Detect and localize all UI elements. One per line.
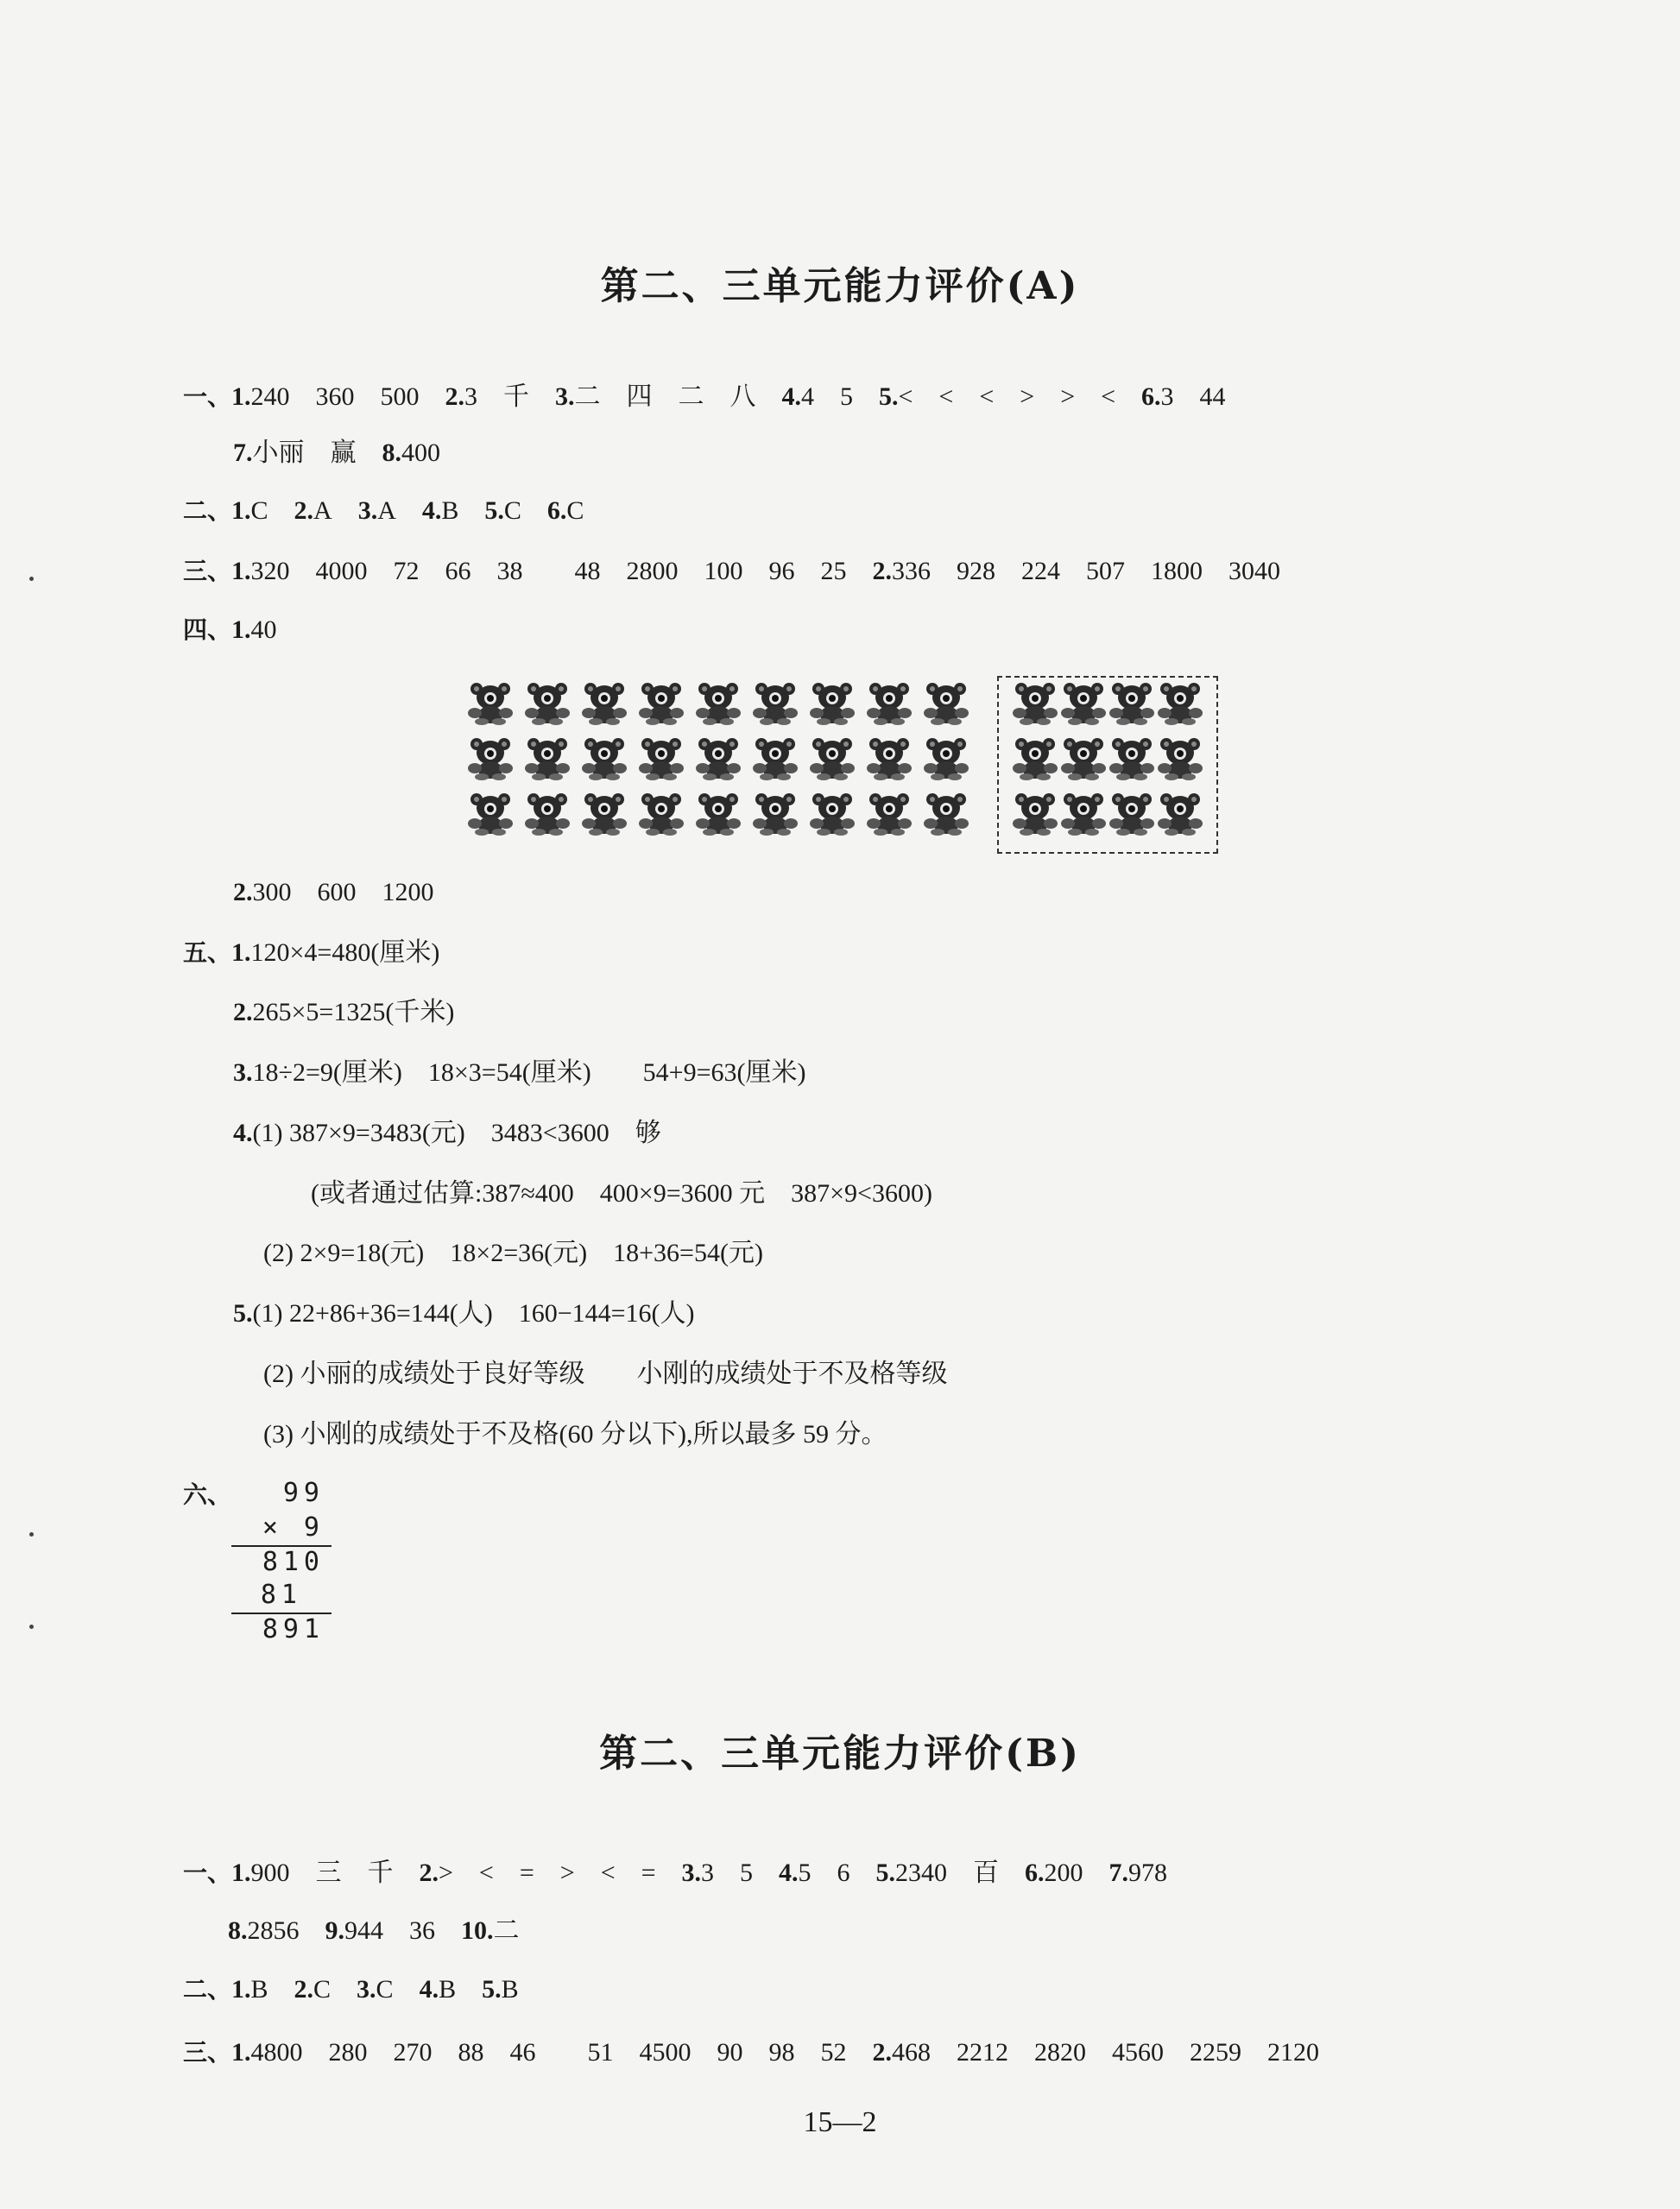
a-line-2 xyxy=(233,436,440,470)
answer-item-number: 2. xyxy=(419,1859,439,1887)
answer-item-text: A xyxy=(313,496,332,525)
answer-item xyxy=(555,380,756,414)
answer-item xyxy=(484,494,521,528)
answer-item-number: 6. xyxy=(1025,1859,1045,1887)
answer-item-text: 40 xyxy=(250,615,277,644)
teddy-bear-icon xyxy=(466,791,515,836)
answer-item xyxy=(879,380,1115,414)
a-line-6-items xyxy=(233,878,434,906)
vertical-row-4: 81 xyxy=(260,1580,302,1610)
teddy-bear-icon xyxy=(865,735,913,780)
teddy-bear-icon xyxy=(1011,791,1059,836)
vertical-row-2: × 9 xyxy=(262,1512,325,1543)
answer-item-number: 1. xyxy=(231,1975,251,2004)
a-line-13: 5.(1) 22+86+36=144(人) 160−144=16(人) xyxy=(233,1299,695,1328)
answer-item-text: B xyxy=(439,1975,457,2004)
answer-item-number: 1. xyxy=(231,1859,251,1887)
answer-item-number: 1. xyxy=(231,496,251,525)
teddy-bear-icon xyxy=(751,680,799,725)
teddy-bear-icon xyxy=(1156,791,1204,836)
b-line-3-items xyxy=(231,1975,519,2004)
answer-item-number: 2. xyxy=(872,2038,893,2067)
a-line-5-items xyxy=(231,615,277,644)
a-line-3: 二、1.C 2.A 3.A 4.B 5.C 6.C xyxy=(183,494,584,528)
teddy-bear-icon xyxy=(637,791,685,836)
vertical-row-1: 99 xyxy=(282,1478,325,1508)
answer-item xyxy=(1141,380,1226,414)
answer-item-text: 320 4000 72 66 38 48 2800 100 96 25 xyxy=(250,557,847,585)
answer-item xyxy=(325,1914,436,1948)
b-line-2-items xyxy=(228,1916,520,1945)
a-line-6 xyxy=(233,875,434,910)
answer-item-text: 900 三 千 xyxy=(250,1859,394,1887)
margin-dot xyxy=(29,577,34,581)
answer-item-number: 9. xyxy=(325,1916,344,1945)
answer-item xyxy=(482,1972,519,2007)
teddy-bear-icon xyxy=(1059,791,1108,836)
teddy-bear-icon xyxy=(1156,735,1204,780)
answer-item xyxy=(231,1856,394,1890)
teddy-bear-icon xyxy=(1108,791,1156,836)
answer-item-text: 978 xyxy=(1128,1859,1168,1887)
teddy-bear-icon xyxy=(637,735,685,780)
teddy-bear-icon xyxy=(751,735,799,780)
answer-item-number: 7. xyxy=(233,439,253,467)
answer-item xyxy=(231,554,847,589)
answer-item-number: 1. xyxy=(231,557,251,585)
b-line-1-items xyxy=(231,1859,1167,1887)
answer-item xyxy=(547,494,584,528)
answer-item-text: > < = > < = xyxy=(439,1859,656,1887)
answer-item xyxy=(682,1856,754,1890)
bear-group-main xyxy=(466,680,976,853)
a-line-4: 三、1.320 4000 72 66 38 48 2800 100 96 25 2.336 928 224 507 1800 3040 xyxy=(183,554,1280,589)
answer-item-number: 4. xyxy=(781,382,802,411)
teddy-bear-icon xyxy=(523,791,572,836)
a-line-3-items xyxy=(231,496,584,525)
answer-item-number: 10. xyxy=(461,1916,494,1945)
answer-item-text: 468 2212 2820 4560 2259 2120 xyxy=(892,2038,1320,2067)
teddy-bear-icon xyxy=(1059,680,1108,725)
answer-item-number: 5. xyxy=(484,496,504,525)
answer-item xyxy=(873,554,1281,589)
answer-item xyxy=(231,1972,268,2007)
answer-item-text: 336 928 224 507 1800 3040 xyxy=(892,557,1281,585)
answer-item-text: B xyxy=(441,496,459,525)
answer-item-text: 300 600 1200 xyxy=(252,878,434,906)
b-line-4: 三、1.4800 280 270 88 46 51 4500 90 98 52 2.468 2212 2820 4560 2259 2120 xyxy=(183,2035,1319,2070)
section-b-title: 第二、三单元能力评价(B) xyxy=(599,1732,1081,1776)
answer-item-text: C xyxy=(376,1975,394,2004)
answer-item-text: 5 6 xyxy=(798,1859,850,1887)
teddy-bear-icon xyxy=(1011,735,1059,780)
teddy-bear-icon xyxy=(637,680,685,725)
answer-item xyxy=(228,1914,300,1948)
a-line-15: (3) 小刚的成绩处于不及格(60 分以下),所以最多 59 分。 xyxy=(263,1420,887,1448)
answer-item-text: 944 36 xyxy=(344,1916,435,1945)
margin-dot xyxy=(29,1625,34,1629)
teddy-bear-icon xyxy=(751,791,799,836)
answer-item xyxy=(1109,1856,1168,1890)
margin-dot xyxy=(29,1532,34,1537)
a-line-8: 2.265×5=1325(千米) xyxy=(233,998,455,1026)
teddy-bear-icon xyxy=(1011,680,1059,725)
teddy-bear-icon xyxy=(466,680,515,725)
answer-item-text: 3 千 xyxy=(464,382,530,411)
answer-item xyxy=(873,2035,1320,2070)
b-line-2 xyxy=(228,1914,520,1948)
a-line-4-items xyxy=(231,557,1280,585)
answer-item-text: 200 xyxy=(1044,1859,1083,1887)
answer-item xyxy=(876,1856,1000,1890)
answer-item-text: 小丽 赢 xyxy=(252,439,357,467)
answer-item-number: 5. xyxy=(879,382,899,411)
answer-item-text: 400 xyxy=(401,439,440,467)
answer-item xyxy=(231,380,420,414)
answer-item-number: 7. xyxy=(1108,1859,1129,1887)
answer-item-text: 3 5 xyxy=(701,1859,754,1887)
teddy-bear-icon xyxy=(580,735,628,780)
answer-item-number: 1. xyxy=(231,615,251,644)
b-line-3: 二、1.B 2.C 3.C 4.B 5.B xyxy=(183,1972,519,2007)
teddy-bear-icon xyxy=(808,735,856,780)
vertical-row-5: 891 xyxy=(262,1614,325,1644)
teddy-bear-icon xyxy=(922,680,970,725)
answer-item xyxy=(420,1972,457,2007)
a-line-9: 3.18÷2=9(厘米) 18×3=54(厘米) 54+9=63(厘米) xyxy=(233,1058,806,1087)
a-line-5: 四、1.40 xyxy=(183,613,277,647)
answer-item-text: B xyxy=(501,1975,519,2004)
answer-item-number: 4. xyxy=(419,1975,439,2004)
teddy-bear-icon xyxy=(922,791,970,836)
teddy-bear-icon xyxy=(808,680,856,725)
answer-item xyxy=(422,494,459,528)
bear-group-box xyxy=(997,676,1218,854)
answer-item-text: 240 360 500 xyxy=(250,382,420,411)
teddy-bear-icon xyxy=(922,735,970,780)
answer-item xyxy=(1025,1856,1083,1890)
answer-item-number: 1. xyxy=(231,2038,251,2067)
answer-item-text: < < < > > < xyxy=(898,382,1116,411)
answer-item-number: 3. xyxy=(555,382,575,411)
a-line-16: 六、 xyxy=(183,1480,232,1509)
answer-item-number: 4. xyxy=(421,496,442,525)
teddy-bear-icon xyxy=(1108,735,1156,780)
answer-item-number: 1. xyxy=(231,382,251,411)
answer-item-number: 2. xyxy=(294,1975,314,2004)
answer-item xyxy=(461,1914,520,1948)
answer-item-number: 2. xyxy=(872,557,893,585)
a-line-12: (2) 2×9=18(元) 18×2=36(元) 18+36=54(元) xyxy=(263,1239,763,1267)
answer-item xyxy=(231,613,277,647)
answer-item-number: 5. xyxy=(482,1975,502,2004)
answer-item-text: 2856 xyxy=(247,1916,300,1945)
answer-item xyxy=(231,494,268,528)
answer-item-number: 3. xyxy=(357,496,378,525)
teddy-bear-icon xyxy=(808,791,856,836)
a-line-1: 一、1.240 360 500 2.3 千 3.二 四 二 八 4.4 5 5.< < < > > < 6.3 44 xyxy=(183,380,1226,414)
answer-item xyxy=(357,1972,394,2007)
answer-item-text: 二 四 二 八 xyxy=(574,382,756,411)
teddy-bear-icon xyxy=(865,680,913,725)
answer-item xyxy=(382,436,441,470)
answer-item-text: 二 xyxy=(493,1916,520,1945)
teddy-bear-icon xyxy=(865,791,913,836)
answer-item-number: 8. xyxy=(228,1916,248,1945)
answer-item-text: B xyxy=(250,1975,268,2004)
teddy-bear-icon xyxy=(694,680,742,725)
answer-item xyxy=(294,1972,332,2007)
a-line-10: 4.(1) 387×9=3483(元) 3483<3600 够 xyxy=(233,1119,661,1147)
answer-item-number: 5. xyxy=(875,1859,896,1887)
answer-item xyxy=(445,380,530,414)
b-line-4-items xyxy=(231,2038,1319,2067)
teddy-bear-icon xyxy=(523,680,572,725)
answer-item xyxy=(233,875,434,910)
answer-item-number: 3. xyxy=(681,1859,702,1887)
teddy-bear-icon xyxy=(1059,735,1108,780)
teddy-bear-icon xyxy=(580,680,628,725)
a-line-2-items xyxy=(233,439,440,467)
teddy-bear-icon xyxy=(694,791,742,836)
answer-item xyxy=(420,1856,656,1890)
teddy-bear-icon xyxy=(466,735,515,780)
teddy-bear-icon xyxy=(580,791,628,836)
answer-item-number: 6. xyxy=(546,496,567,525)
answer-item-number: 2. xyxy=(445,382,465,411)
page-number: 15—2 xyxy=(803,2106,877,2138)
a-line-7: 五、1.120×4=480(厘米) xyxy=(183,938,440,967)
answer-item-text: 2340 百 xyxy=(895,1859,1000,1887)
answer-item xyxy=(231,2035,847,2070)
answer-item xyxy=(358,494,396,528)
a-line-11: (或者通过估算:387≈400 400×9=3600 元 387×9<3600) xyxy=(311,1179,932,1208)
section-a-title: 第二、三单元能力评价(A) xyxy=(600,264,1080,308)
teddy-bear-icon xyxy=(1108,680,1156,725)
answer-item-text: C xyxy=(503,496,521,525)
answer-item xyxy=(233,436,357,470)
answer-item-text: C xyxy=(250,496,268,525)
vertical-row-3: 810 xyxy=(262,1547,325,1577)
a-line-14: (2) 小丽的成绩处于良好等级 小刚的成绩处于不及格等级 xyxy=(263,1360,948,1388)
answer-item-number: 8. xyxy=(382,439,401,467)
answer-item xyxy=(782,380,854,414)
answer-item xyxy=(779,1856,850,1890)
teddy-bear-icon xyxy=(523,735,572,780)
a-line-1-items xyxy=(231,382,1226,411)
answer-item-number: 2. xyxy=(233,878,253,906)
answer-item-number: 6. xyxy=(1141,382,1161,411)
answer-item-text: C xyxy=(566,496,584,525)
answer-item-number: 4. xyxy=(779,1859,799,1887)
b-line-1: 一、1.900 三 千 2.> < = > < = 3.3 5 4.5 6 5.2340 百 6.200 7.978 xyxy=(183,1856,1167,1890)
bear-group-box-inner xyxy=(1011,680,1209,853)
answer-item xyxy=(294,494,332,528)
answer-item-text: 3 44 xyxy=(1160,382,1226,411)
answer-item-text: 4 5 xyxy=(801,382,854,411)
answer-item-text: C xyxy=(313,1975,332,2004)
teddy-bear-icon xyxy=(694,735,742,780)
teddy-bear-icon xyxy=(1156,680,1204,725)
answer-item-number: 2. xyxy=(294,496,314,525)
answer-item-text: A xyxy=(377,496,396,525)
answer-item-number: 3. xyxy=(357,1975,376,2004)
answer-item-text: 4800 280 270 88 46 51 4500 90 98 52 xyxy=(250,2038,847,2067)
